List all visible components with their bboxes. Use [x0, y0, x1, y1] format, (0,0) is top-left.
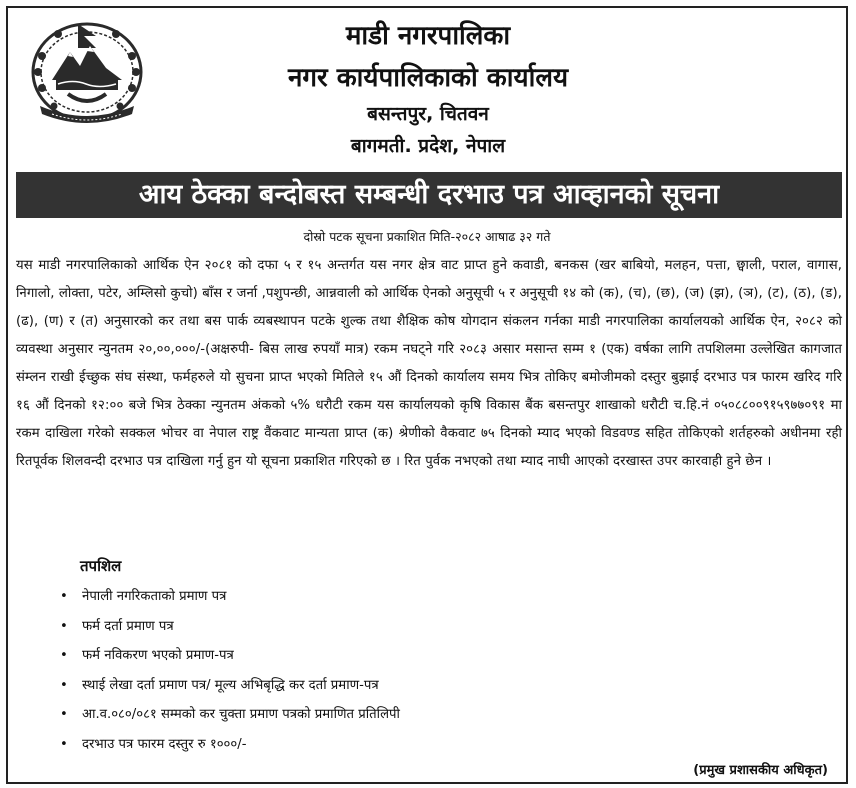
bullet-icon: • — [60, 707, 68, 722]
office-province: बागमती. प्रदेश, नेपाल — [350, 135, 506, 157]
notice-title-banner: आय ठेक्का बन्दोबस्त सम्बन्धी दरभाउ पत्र आव्हानको सूचना — [16, 172, 842, 218]
bullet-icon: • — [60, 677, 68, 693]
municipality-name: माडी नगरपालिका — [345, 21, 511, 51]
list-item — [60, 671, 400, 701]
office-name: नगर कार्यपालिकाको कार्यालय — [287, 63, 569, 93]
notice-body: यस माडी नगरपालिकाको आर्थिक ऐन २०८१ को दफा ५ र १५ अन्तर्गत यस नगर क्षेत्र वाट प्राप्त हुने कवाडी, बनकस (खर बाबियो, मलहन, पत्ता, छ्वाली, पराल, वागास, निगालो, लोक्ता, पटेर, अम्लिसो कुचो) बाँस र जर्ना ,पशुपन्छी, आन्नवाली को आर्थिक ऐनको अनुसूची ५ र अनुसूची १४ को (क), (च), (छ), (ज) (झ), (ञ), (ट), (ठ), (ड), (ढ), (ण) र (त) अनुसारको कर तथा बस पार्क व्यबस्थापन पटके शुल्क तथा शैक्षिक कोष योगदान संकलन गर्नका माडी नगरपालिका कार्यालयको आर्थिक ऐन, २०८२ को व्यवस्था अनुसार न्युनतम २०,००,०००/-(अक्षरुपी- बिस लाख रुपयाँ मात्र) रकम नघट्ने गरि २०८३ असार मसान्त सम्म १ (एक) वर्षका लागि तपशिलमा उल्लेखित कागजात संम्लन राखी ईच्छुक संघ संस्था, फर्महरुले यो सुचना प्राप्त भएको मितिले १५ औं दिनको कार्यालय समय भित्र तोकिए बमोजीमको दस्तुर बुझाई दरभाउ पत्र फारम खरिद गरि १६ औं दिनको १२:०० बजे भित्र ठेक्का न्युनतम अंकको ५% धरौटी रकम यस कार्यालयको कृषि विकास बैंक बसन्तपुर शाखाको धरौटी च.हि.नं ०५०८८००९१५९७७०९१ मा रकम दाखिला गरेको सक्कल भोचर वा नेपाल राष्ट्र वैंकवाट मान्यता प्राप्त (क) श्रेणीको वैकवाट ७५ दिनको म्याद भएको विडवण्ड सहित तोकिएको शर्तहरुको अधीनमा रही रितपूर्वक शिलवन्दी दरभाउ पत्र दाखिला गर्नु हुन यो सूचना प्रकाशित गरिएको छ । रित पुर्वक नभएको तथा म्याद नाघी आएको दरखास्त उपर कारवाही हुने छेन । — [16, 258, 842, 469]
list-item-text: नेपाली नगरिकताको प्रमाण पत्र — [82, 589, 227, 604]
list-item — [60, 582, 400, 612]
list-item — [60, 730, 400, 760]
nepal-emblem-logo — [28, 16, 146, 124]
details-heading: तपशिल — [80, 557, 122, 575]
list-item — [60, 612, 400, 642]
list-item-text: फर्म दर्ता प्रमाण पत्र — [82, 618, 174, 634]
list-item-text: फर्म नविकरण भएको प्रमाण-पत्र — [82, 648, 234, 663]
list-item — [60, 641, 400, 671]
emblem-icon — [28, 16, 146, 124]
bullet-icon: • — [60, 736, 68, 752]
list-item-text: दरभाउ पत्र फारम दस्तुर रु १०००/- — [82, 736, 247, 752]
requirements-list — [60, 582, 400, 759]
bullet-icon: • — [60, 648, 68, 663]
office-address: बसन्तपुर, चितवन — [367, 103, 489, 125]
bullet-icon: • — [60, 618, 68, 634]
bullet-icon: • — [60, 589, 68, 604]
signature-title: (प्रमुख प्रशासकीय अधिकृत) — [693, 763, 828, 778]
notice-page — [6, 6, 848, 784]
publish-date-line: दोस्रो पटक सूचना प्रकाशित मिति-२०८२ आषाढ ३२ गते — [303, 229, 551, 244]
list-item-text: आ.व.०८०/०८१ सम्मको कर चुक्ता प्रमाण पत्रको प्रमाणित प्रतिलिपी — [82, 707, 400, 722]
list-item — [60, 700, 400, 730]
list-item-text: स्थाई लेखा दर्ता प्रमाण पत्र/ मूल्य अभिबृद्धि कर दर्ता प्रमाण-पत्र — [82, 677, 379, 693]
